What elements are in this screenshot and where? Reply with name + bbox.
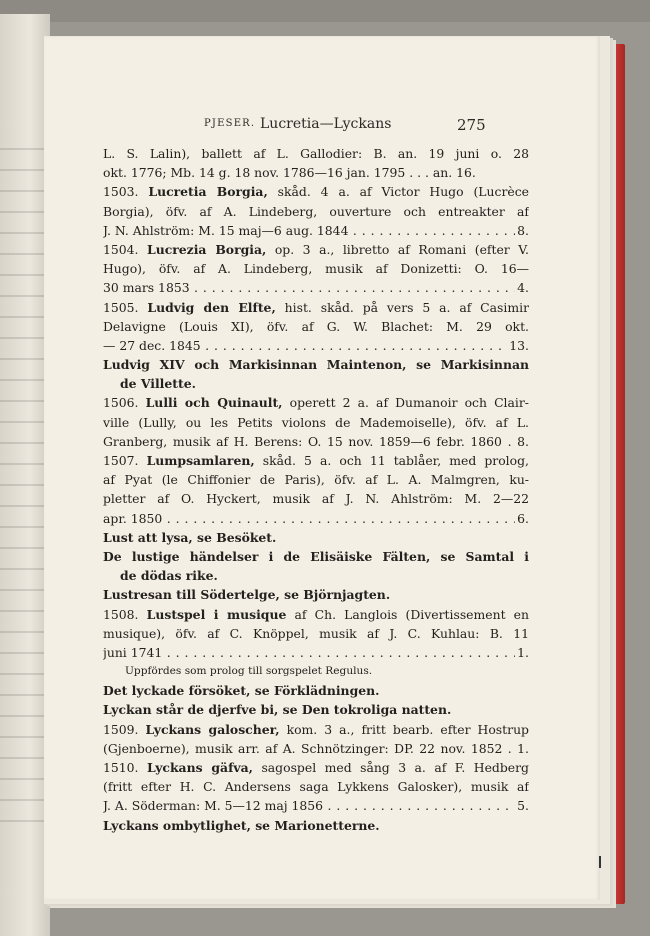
entry-line (103, 278, 529, 297)
entry-text: hist. skåd. på vers 5 a. af Casimir (284, 299, 529, 315)
cross-reference: Lustresan till Södertelge, se Björnjagten. (103, 587, 391, 603)
entry-line: L. S. Lalin), ballett af L. Gallodier: B. an. 19 juni o. 28 (103, 146, 529, 161)
entry-line: Borgia), öfv. af A. Lindeberg, ouverture och entreakter af (103, 203, 529, 219)
entry-line: pletter af O. Hyckert, musik af J. N. Ahlström: M. 2—22 (103, 491, 529, 507)
entry-1507 (103, 451, 529, 470)
entry-text: skåd. 5 a. och 11 tablåer, med prolog, (262, 453, 529, 468)
entry-note: Uppfördes som prolog till sorgspelet Regulus. (125, 665, 373, 678)
entry-line (103, 643, 529, 662)
entry-line: ville (Lully, ou les Petits violons de Mademoiselle), öfv. af L. (103, 414, 529, 430)
entry-text: — 27 dec. 1845 . . . (103, 336, 507, 355)
page-number: 275 (457, 116, 486, 134)
entry-text: juni 1741 . . . (103, 643, 515, 662)
entry-line: Delavigne (Louis XI), öfv. af G. W. Blachet: M. 29 okt. (103, 318, 529, 334)
cross-reference: Lust att lysa, se Besöket. (103, 529, 277, 545)
performance-count: 6. (517, 510, 529, 526)
entry-number: 1507. (103, 453, 139, 468)
entry-1505 (103, 298, 529, 317)
entry-1510 (103, 758, 529, 777)
entry-number: 1508. (103, 606, 139, 622)
entry-text: op. 3 a., libretto af Romani (efter V. (274, 241, 529, 257)
cross-reference: Lyckan står de djerfve bi, se Den tokroliga natten. (103, 702, 452, 718)
entry-number: 1509. (103, 721, 139, 737)
entry-text: 30 mars 1853 . . . (103, 278, 515, 297)
entry-title: Lyckans galoscher, (145, 721, 280, 737)
scanner-background (0, 0, 650, 22)
entry-number: 1510. (103, 760, 139, 775)
entry-title: Lulli och Quinault, (145, 395, 283, 411)
book-page (44, 36, 600, 900)
entry-line: musique), öfv. af C. Knöppel, musik af J. C. Kuhlau: B. 11 (103, 625, 529, 641)
entry-title: Lyckans gäfva, (146, 760, 253, 775)
entry-1506 (103, 393, 529, 412)
entry-title: Lucrezia Borgia, (147, 241, 267, 257)
entry-number: 1503. (103, 184, 139, 200)
binding-mark (599, 856, 601, 868)
header-section: PJESER. (204, 118, 256, 129)
entry-number: 1506. (103, 395, 139, 411)
cross-reference: Det lyckade försöket, se Förklädningen. (103, 683, 380, 699)
entry-line: (fritt efter H. C. Andersens saga Lykkens Galosker), musik af (103, 779, 529, 795)
entry-text: apr. 1850 . . . (103, 509, 515, 528)
cross-reference: Ludvig XIV och Markisinnan Maintenon, se Markisinnan (103, 357, 529, 373)
performance-count: 5. (517, 798, 529, 814)
entry-title: Lumpsamlaren, (146, 453, 255, 468)
entry-line: Hugo), öfv. af A. Lindeberg, musik af Donizetti: O. 16— (103, 261, 529, 277)
facing-page-edge (0, 14, 50, 936)
entry-text: skåd. 4 a. af Victor Hugo (Lucrèce (277, 184, 529, 200)
entry-title: Lucretia Borgia, (148, 184, 268, 200)
performance-count: 1. (517, 644, 529, 660)
header-title: Lucretia—Lyckans (260, 116, 392, 132)
entry-text: sagospel med sång 3 a. af F. Hedberg (261, 760, 529, 775)
cross-reference: De lustige händelser i de Elisäiske Fälten, se Samtal i (103, 548, 529, 564)
entry-line (103, 221, 529, 240)
entry-text: operett 2 a. af Dumanoir och Clair- (289, 395, 529, 411)
entry-text: af Ch. Langlois (Divertissement en (294, 606, 529, 622)
catalog-entries (103, 144, 529, 835)
running-header (44, 116, 600, 136)
entry-text: J. A. Söderman: M. 5—12 maj 1856 . . . (103, 796, 515, 815)
entry-1509 (103, 720, 529, 739)
entry-title: Ludvig den Elfte, (147, 299, 276, 315)
entry-number: 1504. (103, 241, 139, 257)
cross-reference: Lyckans ombytlighet, se Marionetterne. (103, 817, 380, 833)
entry-line (103, 796, 529, 815)
entry-line (103, 509, 529, 528)
facing-page-text-bleed (0, 134, 50, 834)
entry-line: Granberg, musik af H. Berens: O. 15 nov. 1859—6 febr. 1860 . 8. (103, 433, 529, 449)
performance-count: 4. (517, 280, 529, 296)
cross-reference: de Villette. (120, 376, 196, 392)
entry-text: J. N. Ahlström: M. 15 maj—6 aug. 1844 . . . (103, 221, 515, 240)
entry-1503 (103, 182, 529, 201)
entry-line: af Pyat (le Chiffonier de Paris), öfv. af L. A. Malmgren, ku- (103, 472, 529, 488)
performance-count: 13. (509, 337, 529, 353)
entry-1508 (103, 605, 529, 624)
cross-reference: de dödas rike. (120, 568, 218, 584)
entry-line (103, 336, 529, 355)
entry-text: kom. 3 a., fritt bearb. efter Hostrup (286, 721, 529, 737)
entry-line: okt. 1776; Mb. 14 g. 18 nov. 1786—16 jan. 1795 . . . an. 16. (103, 165, 476, 181)
entry-line: (Gjenboerne), musik arr. af A. Schnötzinger: DP. 22 nov. 1852 . 1. (103, 740, 529, 756)
entry-1504 (103, 240, 529, 259)
entry-number: 1505. (103, 299, 139, 315)
entry-title: Lustspel i musique (146, 606, 287, 622)
performance-count: 8. (517, 222, 529, 238)
